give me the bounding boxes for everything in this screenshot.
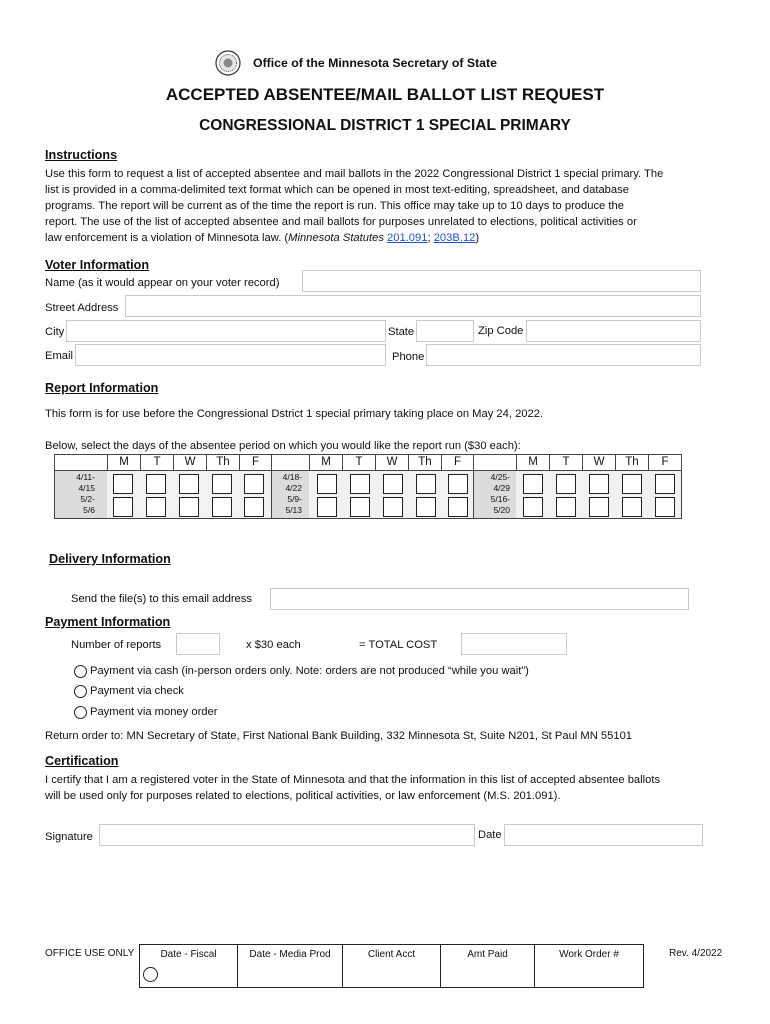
report-select-label: Below, select the days of the absentee period on which you would like the report run ($30 each): bbox=[45, 440, 521, 452]
range-text: 5/2- bbox=[80, 494, 95, 504]
phone-label: Phone bbox=[392, 351, 425, 363]
payment-cash-label: Payment via cash (in-person orders only. Note: orders are not produced “while you wait”) bbox=[90, 665, 529, 677]
day-header: Th bbox=[408, 455, 441, 470]
voter-info-heading: Voter Information bbox=[45, 258, 150, 272]
certification-line: will be used only for purposes related to elections, political activities, or law enforcement (M.S. 201.091). bbox=[45, 790, 561, 802]
day-checkbox[interactable] bbox=[244, 497, 264, 517]
date-label: Date bbox=[478, 829, 502, 841]
day-checkbox[interactable] bbox=[244, 474, 264, 494]
payment-check-radio[interactable] bbox=[74, 685, 87, 698]
office-column-label: Work Order # bbox=[559, 949, 619, 960]
day-checkbox[interactable] bbox=[383, 497, 403, 517]
email-label: Email bbox=[45, 350, 73, 362]
office-client-acct-cell bbox=[342, 944, 441, 988]
day-checkbox[interactable] bbox=[179, 474, 199, 494]
day-checkbox[interactable] bbox=[622, 474, 642, 494]
day-checkbox[interactable] bbox=[589, 474, 609, 494]
range-text: 4/18- bbox=[282, 472, 302, 482]
total-cost-label: = TOTAL COST bbox=[359, 639, 438, 651]
statute-separator: ; bbox=[427, 232, 431, 244]
day-checkbox[interactable] bbox=[317, 497, 337, 517]
week-3-range bbox=[474, 472, 510, 516]
range-text: 4/25- bbox=[490, 472, 510, 482]
range-text: 4/22 bbox=[285, 483, 302, 493]
day-header: Th bbox=[206, 455, 239, 470]
signature-label: Signature bbox=[45, 831, 93, 843]
office-column-label: Date - Fiscal bbox=[160, 949, 217, 960]
office-column-label: Client Acct bbox=[367, 949, 416, 960]
office-date-media-cell bbox=[237, 944, 343, 988]
revision-label: Rev. 4/2022 bbox=[669, 948, 723, 959]
form-subtitle: CONGRESSIONAL DISTRICT 1 SPECIAL PRIMARY bbox=[199, 117, 571, 134]
name-field[interactable] bbox=[302, 270, 701, 292]
office-use-label: OFFICE USE ONLY bbox=[45, 948, 135, 959]
return-address: Return order to: MN Secretary of State, First National Bank Building, 332 Minnesota St, Suite N201, St Paul MN 55101 bbox=[45, 730, 633, 742]
day-checkbox[interactable] bbox=[655, 474, 675, 494]
statute-link-201-091[interactable]: 201.091 bbox=[387, 232, 428, 244]
report-intro: This form is for use before the Congressional Dstrict 1 special primary taking place on May 24, 2022. bbox=[45, 408, 544, 420]
office-column-label: Amt Paid bbox=[467, 949, 508, 960]
instructions-line: list is provided in a comma-delimited text format which can be opened in most text-editing, spreadsheet, and database bbox=[45, 184, 629, 196]
instructions-text bbox=[45, 166, 663, 246]
day-checkbox[interactable] bbox=[317, 474, 337, 494]
payment-info-heading: Payment Information bbox=[45, 615, 171, 629]
office-amt-paid-cell bbox=[440, 944, 535, 988]
office-name: Office of the Minnesota Secretary of State bbox=[253, 56, 497, 70]
phone-field[interactable] bbox=[426, 344, 701, 366]
day-header: W bbox=[582, 455, 615, 470]
instructions-line: programs. The report will be current as of the time the report is run. This office may take up to 10 days to produce the bbox=[45, 200, 624, 212]
instructions-line: Use this form to request a list of accepted absentee and mail ballots in the 2022 Congressional District 1 special primary. The bbox=[45, 168, 664, 180]
office-use-radio[interactable] bbox=[143, 967, 158, 982]
day-checkbox[interactable] bbox=[179, 497, 199, 517]
day-checkbox[interactable] bbox=[113, 497, 133, 517]
day-checkbox[interactable] bbox=[383, 474, 403, 494]
price-each-label: x $30 each bbox=[246, 639, 301, 651]
certification-heading: Certification bbox=[45, 754, 119, 768]
instructions-close: ) bbox=[475, 232, 480, 244]
street-field[interactable] bbox=[125, 295, 701, 317]
delivery-info-heading: Delivery Information bbox=[49, 552, 171, 566]
city-label: City bbox=[45, 326, 65, 338]
payment-check-label: Payment via check bbox=[90, 685, 184, 697]
certification-line: I certify that I am a registered voter in the State of Minnesota and that the information in this list of accepted absentee ballots bbox=[45, 774, 661, 786]
day-header: W bbox=[173, 455, 206, 470]
name-label: Name (as it would appear on your voter record) bbox=[45, 277, 280, 289]
day-checkbox[interactable] bbox=[448, 497, 468, 517]
range-text: 5/16- bbox=[490, 494, 510, 504]
state-field[interactable] bbox=[416, 320, 474, 342]
day-header: M bbox=[516, 455, 549, 470]
office-work-order-cell bbox=[534, 944, 644, 988]
payment-money-order-label: Payment via money order bbox=[90, 706, 218, 718]
payment-cash-radio[interactable] bbox=[74, 665, 87, 678]
day-checkbox[interactable] bbox=[350, 474, 370, 494]
statutes-label: Minnesota Statutes bbox=[288, 232, 384, 244]
day-header: F bbox=[648, 455, 681, 470]
day-header: T bbox=[342, 455, 375, 470]
total-cost-field[interactable] bbox=[461, 633, 567, 655]
day-checkbox[interactable] bbox=[146, 497, 166, 517]
range-text: 4/11- bbox=[76, 472, 95, 482]
office-column-label: Date - Media Prod bbox=[249, 949, 331, 960]
day-header: M bbox=[309, 455, 342, 470]
signature-field[interactable] bbox=[99, 824, 475, 846]
day-checkbox[interactable] bbox=[556, 497, 576, 517]
day-checkbox[interactable] bbox=[556, 474, 576, 494]
range-text: 5/6 bbox=[83, 505, 95, 515]
instructions-line-prefix: law enforcement is a violation of Minnesota law. ( bbox=[45, 232, 289, 244]
day-checkbox[interactable] bbox=[448, 474, 468, 494]
day-checkbox[interactable] bbox=[416, 474, 436, 494]
num-reports-label: Number of reports bbox=[71, 639, 162, 651]
delivery-email-label: Send the file(s) to this email address bbox=[71, 593, 252, 605]
range-text: 5/13 bbox=[285, 505, 302, 515]
state-seal-icon bbox=[215, 50, 241, 76]
day-header: T bbox=[140, 455, 173, 470]
zip-label: Zip Code bbox=[478, 325, 524, 337]
day-checkbox[interactable] bbox=[622, 497, 642, 517]
instructions-heading: Instructions bbox=[45, 148, 118, 162]
report-days-grid bbox=[54, 454, 682, 519]
payment-money-order-radio[interactable] bbox=[74, 706, 87, 719]
day-checkbox[interactable] bbox=[350, 497, 370, 517]
zip-field[interactable] bbox=[526, 320, 701, 342]
city-field[interactable] bbox=[66, 320, 386, 342]
week-1-range bbox=[59, 472, 95, 516]
num-reports-field[interactable] bbox=[176, 633, 220, 655]
delivery-email-field[interactable] bbox=[270, 588, 689, 610]
form-title: ACCEPTED ABSENTEE/MAIL BALLOT LIST REQUEST bbox=[165, 85, 605, 104]
day-checkbox[interactable] bbox=[212, 474, 232, 494]
day-header: M bbox=[107, 455, 140, 470]
instructions-line: report. The use of the list of accepted absentee and mail ballots for purposes unrelated to elections, political activities or bbox=[45, 216, 637, 228]
day-checkbox[interactable] bbox=[655, 497, 675, 517]
range-text: 5/20 bbox=[493, 505, 510, 515]
day-checkbox[interactable] bbox=[146, 474, 166, 494]
state-label: State bbox=[388, 326, 415, 338]
day-header: W bbox=[375, 455, 408, 470]
day-checkbox[interactable] bbox=[523, 497, 543, 517]
range-text: 5/9- bbox=[287, 494, 302, 504]
day-checkbox[interactable] bbox=[113, 474, 133, 494]
day-checkbox[interactable] bbox=[212, 497, 232, 517]
day-checkbox[interactable] bbox=[523, 474, 543, 494]
email-field[interactable] bbox=[75, 344, 386, 366]
report-info-heading: Report Information bbox=[45, 381, 159, 395]
day-header: Th bbox=[615, 455, 648, 470]
street-label: Street Address bbox=[45, 302, 119, 314]
certification-text bbox=[45, 772, 660, 804]
day-header: T bbox=[549, 455, 582, 470]
day-header: F bbox=[239, 455, 271, 470]
date-field[interactable] bbox=[504, 824, 703, 846]
range-text: 4/15 bbox=[78, 483, 95, 493]
day-checkbox[interactable] bbox=[589, 497, 609, 517]
office-date-fiscal-cell bbox=[139, 944, 238, 988]
day-checkbox[interactable] bbox=[416, 497, 436, 517]
week-2-range bbox=[272, 472, 302, 516]
range-text: 4/29 bbox=[493, 483, 510, 493]
statute-link-203b-12[interactable]: 203B.12 bbox=[433, 232, 476, 244]
day-header: F bbox=[441, 455, 473, 470]
instructions-line bbox=[45, 230, 663, 246]
